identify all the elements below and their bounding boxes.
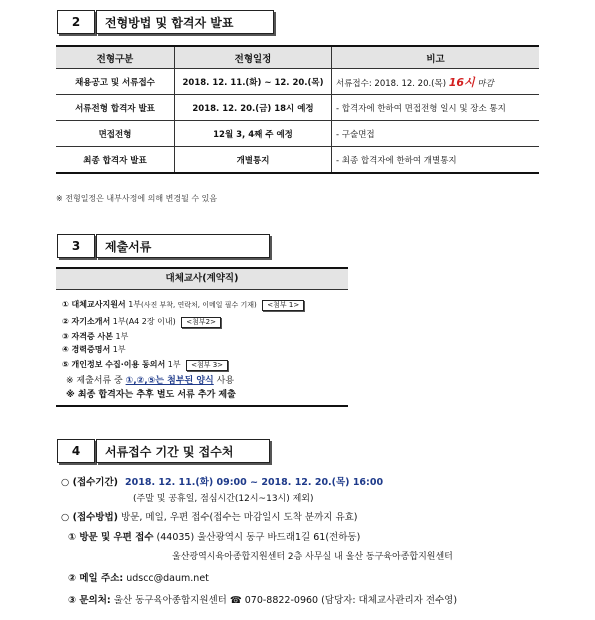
row-note (332, 69, 540, 95)
doc-note-prefix: ※ 제출서류 중 (66, 376, 123, 386)
period-note: (주말 및 공휴일, 점심시간(12시~13시) 제외) (133, 494, 314, 504)
visit-address-line2: 울산광역시육아종합지원센터 2층 사무실 내 울산 동구육아종합지원센터 (172, 552, 453, 562)
section-4-number: 4 (57, 439, 95, 463)
doc-item-label: ① 대체교사지원서 (62, 300, 126, 309)
doc-item-1 (62, 299, 304, 311)
table-header-row (56, 46, 539, 69)
doc-note-forms: ①,②,⑤는 첨부된 양식 (125, 376, 214, 386)
section-2-number: 2 (57, 10, 95, 34)
table-row (56, 121, 539, 147)
method-line (61, 509, 358, 523)
row-note: - 최종 합격자에 한하여 개별통지 (332, 147, 540, 174)
section-3-title: 제출서류 (96, 234, 270, 258)
doc-item-text: 1부(A4 2장 이내) (112, 317, 176, 326)
attachment-tag: <첨부 3> (186, 360, 228, 371)
doc-note-1 (66, 373, 234, 386)
doc-item-label: ② 자기소개서 (62, 317, 111, 326)
row-type: 최종 합격자 발표 (56, 147, 175, 174)
contact-line (68, 592, 457, 606)
period-label: ○ (접수기간) (61, 477, 118, 488)
doc-item-text: 1부 (112, 345, 126, 354)
attachment-tag: <첨부 1> (262, 300, 304, 311)
doc-item-text: 1부 (167, 360, 181, 369)
row-note: - 구술면접 (332, 121, 540, 147)
table-row (56, 147, 539, 174)
col-header-date: 전형일정 (175, 46, 332, 69)
visit-label: ① 방문 및 우편 접수 (68, 532, 154, 543)
doc-item-label: ⑤ 개인정보 수집·이용 동의서 (62, 360, 166, 369)
row-date: 12월 3, 4째 주 예정 (175, 121, 332, 147)
doc-item-text: 1부 (115, 332, 129, 341)
doc-item-2 (62, 316, 221, 328)
documents-box-header: 대체교사(계약직) (56, 269, 348, 290)
doc-note-2: ※ 최종 합격자는 추후 별도 서류 추가 제출 (66, 390, 236, 400)
contact-label: ③ 문의처: (68, 595, 111, 606)
row-date: 개별통지 (175, 147, 332, 174)
note-suffix: 마감 (477, 78, 494, 89)
section-2-title: 전형방법 및 합격자 발표 (96, 10, 274, 34)
row-date: 2018. 12. 11.(화) ~ 12. 20.(목) (175, 69, 332, 95)
row-date: 2018. 12. 20.(금) 18시 예정 (175, 95, 332, 121)
mail-line (68, 570, 209, 584)
table-row (56, 95, 539, 121)
period-value: 2018. 12. 11.(화) 09:00 ~ 2018. 12. 20.(목) 16:00 (125, 477, 384, 488)
row-type: 면접전형 (56, 121, 175, 147)
doc-item-label: ③ 자격증 사본 (62, 332, 113, 341)
doc-item-3 (62, 331, 128, 342)
col-header-type: 전형구분 (56, 46, 175, 69)
mail-value[interactable]: udscc@daum.net (126, 573, 209, 584)
visit-line (68, 529, 360, 543)
row-type: 서류전형 합격자 발표 (56, 95, 175, 121)
note-prefix: 서류접수: 2018. 12. 20.(목) (336, 78, 447, 89)
mail-label: ② 메일 주소: (68, 573, 124, 584)
method-label: ○ (접수방법) (61, 512, 118, 523)
note-deadline: 16시 (448, 75, 475, 89)
visit-value: (44035) 울산광역시 동구 바드래1길 61(전하동) (156, 532, 361, 543)
schedule-table (56, 45, 539, 174)
doc-item-5 (62, 359, 228, 371)
row-type: 채용공고 및 서류접수 (56, 69, 175, 95)
table-row (56, 69, 539, 95)
doc-note-suffix: 사용 (216, 376, 235, 386)
col-header-note: 비고 (332, 46, 540, 69)
doc-item-subtext: (사진 부착, 연락처, 이메일 필수 기재) (141, 301, 257, 309)
row-note: - 합격자에 한하여 면접전형 일시 및 장소 통지 (332, 95, 540, 121)
doc-item-text: 1부 (128, 300, 142, 309)
section-3-number: 3 (57, 234, 95, 258)
method-value: 방문, 메일, 우편 접수(접수는 마감일시 도착 분까지 유효) (121, 512, 358, 523)
contact-value: 울산 동구육아종합지원센터 ☎ 070-8822-0960 (담당자: 대체교사관리자 전수영) (113, 595, 458, 606)
section-4-title: 서류접수 기간 및 접수처 (96, 439, 270, 463)
period-line (61, 474, 383, 488)
schedule-footnote: ※ 전형일정은 내부사정에 의해 변경될 수 있음 (56, 194, 218, 203)
doc-item-4 (62, 344, 126, 355)
attachment-tag: <첨부2> (181, 317, 221, 328)
doc-item-label: ④ 경력증명서 (62, 345, 111, 354)
